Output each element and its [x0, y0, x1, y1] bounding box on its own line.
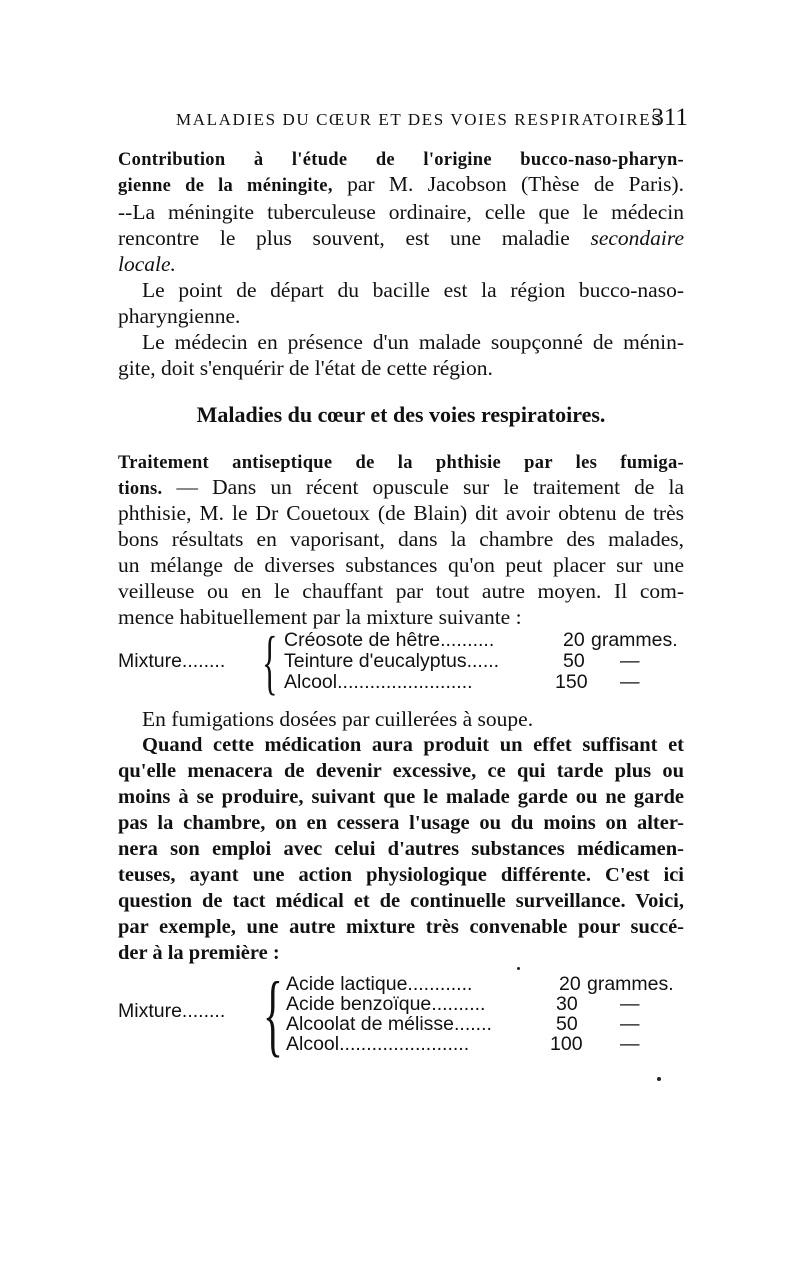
section-title: Maladies du cœur et des voies respiratoires.	[196, 402, 606, 427]
article-line	[118, 225, 684, 251]
page-number: 311	[651, 104, 688, 131]
ink-speck	[657, 1077, 661, 1081]
formula-unit: —	[620, 650, 640, 672]
paragraph-line: pas la chambre, on en cessera l'usage ou du moins on alter-	[118, 812, 684, 834]
ink-speck	[517, 967, 520, 970]
article-emphasis: secondaire	[590, 226, 684, 250]
formula-ingredient: Alcool........................	[286, 1033, 470, 1055]
formula-unit: —	[620, 1013, 640, 1035]
formula-unit: grammes.	[587, 973, 674, 995]
formula-label: Mixture........	[118, 1000, 226, 1022]
article-title-line	[118, 145, 684, 173]
formula-label: Mixture........	[118, 650, 226, 672]
article-text: rencontre le plus souvent, est une maladie	[118, 226, 591, 250]
article-title-end: tions.	[118, 479, 163, 499]
article-line: phthisie, M. le Dr Couetoux (de Blain) dit avoir obtenu de très	[118, 501, 684, 525]
article-title-line	[118, 448, 684, 476]
brace-icon: {	[263, 963, 283, 1065]
paragraph-line: Le médecin en présence d'un malade soupçonné de ménin-	[142, 330, 684, 354]
paragraph-line: gite, doit s'enquérir de l'état de cette région.	[118, 356, 493, 380]
running-title: MALADIES DU CŒUR ET DES VOIES RESPIRATOIRES	[176, 110, 663, 129]
article-title: Traitement antiseptique de la phthisie par les fumiga-	[118, 453, 684, 473]
paragraph-line: En fumigations dosées par cuillerées à soupe.	[142, 707, 534, 731]
formula-unit: —	[620, 1033, 640, 1055]
article-line: --La méningite tuberculeuse ordinaire, celle que le médecin	[118, 200, 684, 224]
article-line	[118, 474, 684, 502]
formula-quantity: 20	[559, 973, 581, 995]
formula-ingredient: Acide lactique............	[286, 973, 473, 995]
paragraph-line: teuses, ayant une action physiologique différente. C'est ici	[118, 864, 684, 886]
formula-unit: grammes.	[591, 629, 678, 651]
paragraph-line: pharyngienne.	[118, 304, 241, 328]
formula-ingredient: Alcool.........................	[284, 671, 473, 693]
formula-unit: —	[620, 993, 640, 1015]
article-title-end: gienne de la méningite,	[118, 176, 333, 196]
article-line: veilleuse ou en le chauffant par tout autre moyen. Il com-	[118, 579, 684, 603]
formula-unit: —	[620, 671, 640, 693]
article-citation: par M. Jacobson (Thèse de Paris).	[332, 172, 685, 196]
paragraph-line: Quand cette médication aura produit un effet suffisant et	[142, 734, 684, 756]
article-line	[118, 251, 684, 277]
formula-quantity: 50	[563, 650, 585, 672]
paragraph-line: Le point de départ du bacille est la région bucco-naso-	[142, 278, 684, 302]
article-line: bons résultats en vaporisant, dans la chambre des malades,	[118, 527, 684, 551]
brace-icon: {	[262, 622, 278, 702]
article-line: mence habituellement par la mixture suivante :	[118, 605, 522, 629]
formula-ingredient: Teinture d'eucalyptus......	[284, 650, 500, 672]
article-emphasis: locale.	[118, 252, 176, 276]
paragraph-line: qu'elle menacera de devenir excessive, ce qui tarde plus ou	[118, 760, 684, 782]
page-header	[158, 106, 688, 136]
formula-quantity: 150	[555, 671, 588, 693]
formula-quantity: 100	[550, 1033, 583, 1055]
formula-quantity: 20	[563, 629, 585, 651]
article-line: un mélange de diverses substances qu'on peut placer sur une	[118, 553, 684, 577]
paragraph-line: question de tact médical et de continuelle surveillance. Voici,	[118, 890, 684, 912]
article-line	[118, 171, 684, 199]
paragraph-line: moins à se produire, suivant que le malade garde ou ne garde	[118, 786, 684, 808]
formula-ingredient: Acide benzoïque..........	[286, 993, 486, 1015]
paragraph-line: der à la première :	[118, 942, 280, 964]
paragraph-line: nera son emploi avec celui d'autres substances médicamen-	[118, 838, 684, 860]
formula-ingredient: Alcoolat de mélisse.......	[286, 1013, 492, 1035]
formula-quantity: 30	[556, 993, 578, 1015]
formula-ingredient: Créosote de hêtre..........	[284, 629, 495, 651]
article-title: Contribution à l'étude de l'origine bucco-naso-pharyn-	[118, 150, 684, 170]
paragraph-line: par exemple, une autre mixture très convenable pour succé-	[118, 916, 684, 938]
article-text: — Dans un récent opuscule sur le traitement de la	[162, 475, 684, 499]
formula-quantity: 50	[556, 1013, 578, 1035]
